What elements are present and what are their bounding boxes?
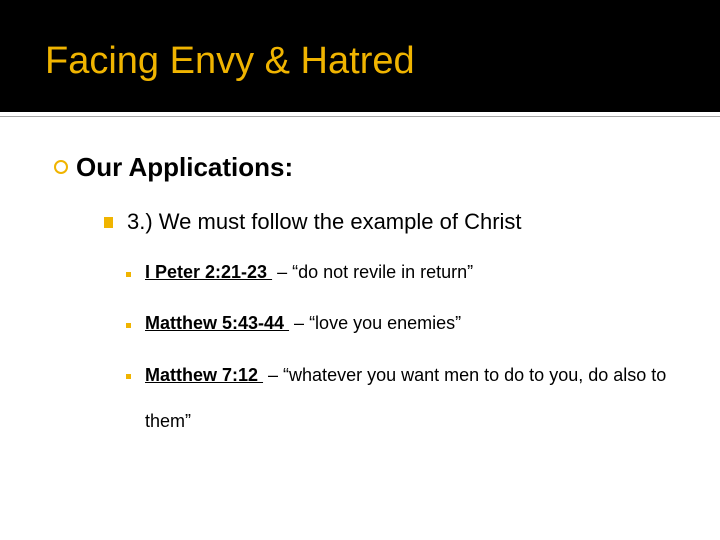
- title-bar: [0, 0, 720, 112]
- reference-item: [126, 262, 473, 283]
- scripture-reference: Matthew 5:43-44: [145, 313, 290, 333]
- small-square-bullet-icon: [126, 272, 131, 277]
- main-point-row: [104, 206, 522, 238]
- scripture-reference: Matthew 7:12: [145, 365, 264, 385]
- dash-separator: –: [272, 262, 293, 282]
- reference-item: [126, 364, 685, 444]
- heading-row: [54, 149, 293, 185]
- scripture-quote: “love you enemies”: [309, 313, 462, 333]
- scripture-quote: “whatever you want men to do to you, do also to them”: [145, 365, 667, 431]
- title-divider: [0, 116, 720, 117]
- square-bullet-icon: [104, 217, 113, 228]
- small-square-bullet-icon: [126, 323, 131, 328]
- section-heading: Our Applications:: [76, 151, 294, 182]
- reference-text-block: [145, 352, 685, 444]
- reference-item: [126, 313, 461, 334]
- scripture-quote: “do not revile in return”: [292, 262, 474, 282]
- main-point: 3.) We must follow the example of Christ: [127, 209, 522, 234]
- ring-bullet-icon: [54, 160, 68, 174]
- scripture-reference: I Peter 2:21-23: [145, 262, 273, 282]
- slide-title: Facing Envy & Hatred: [45, 40, 415, 82]
- small-square-bullet-icon: [126, 374, 131, 379]
- dash-separator: –: [263, 365, 284, 385]
- dash-separator: –: [289, 313, 310, 333]
